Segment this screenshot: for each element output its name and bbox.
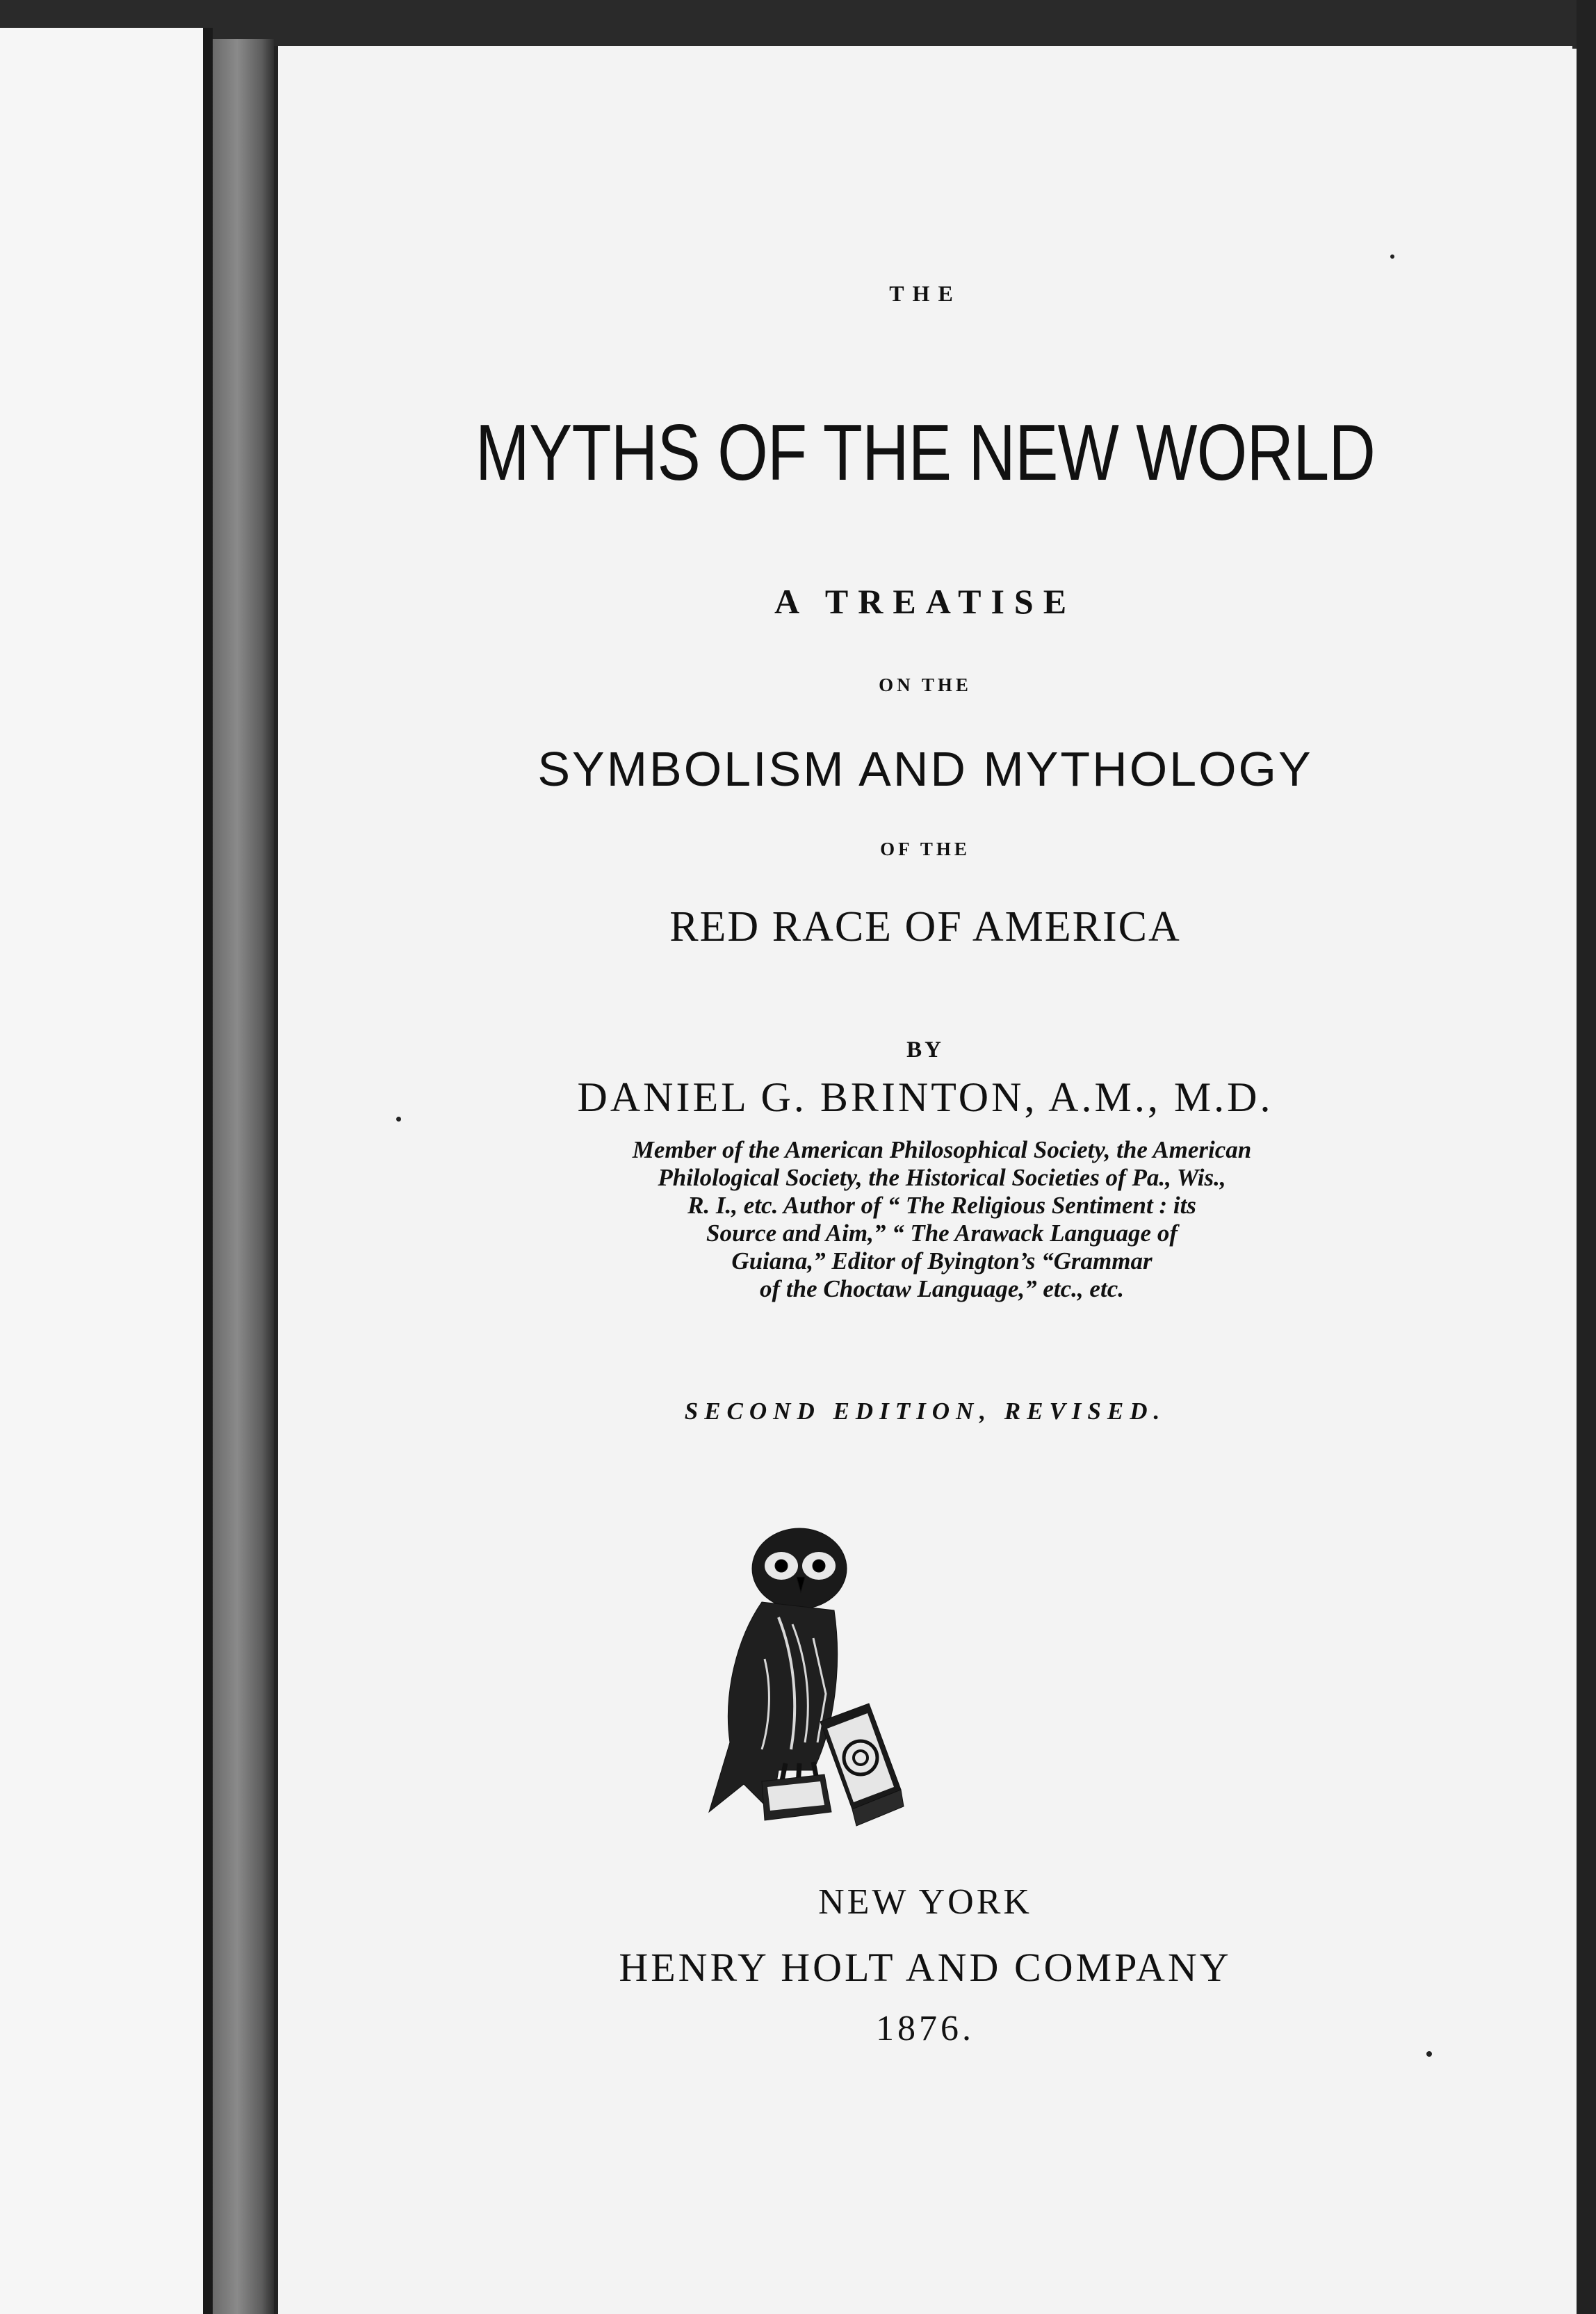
title-article: THE [889, 281, 961, 306]
byline-label: BY [906, 1037, 944, 1062]
scan-right-edge [1577, 0, 1596, 2314]
subtitle-treatise: A TREATISE [774, 582, 1077, 621]
subtitle-connector-on-the: ON THE [879, 674, 972, 695]
scan-speck [1390, 254, 1394, 259]
author-name: DANIEL G. BRINTON, A.M., M.D. [577, 1074, 1273, 1120]
imprint-publisher: HENRY HOLT AND COMPANY [619, 1945, 1232, 1990]
imprint-year: 1876. [876, 2009, 975, 2048]
scan-speck [396, 1117, 401, 1122]
facing-page [0, 28, 209, 2314]
facing-page-edge [203, 28, 213, 2314]
subtitle-symbolism: SYMBOLISM AND MYTHOLOGY [537, 742, 1313, 796]
title-page [274, 46, 1572, 2314]
scan-speck [1426, 2051, 1432, 2057]
book-title: MYTHS OF THE NEW WORLD [475, 409, 1376, 497]
subtitle-red-race: RED RACE OF AMERICA [669, 903, 1181, 950]
edition-note: SECOND EDITION, REVISED. [684, 1398, 1166, 1425]
owl-on-book-icon [695, 1520, 918, 1840]
imprint-place: NEW YORK [818, 1882, 1032, 1922]
book-spine [213, 39, 274, 2314]
author-credentials: Member of the American Philosophical Society, the American Philological Society, the Historical Societies of Pa., Wis., R. I., etc. Author of “ The Religious Sentiment : its Source and Aim,” “ The Arawack Language of Guiana,” Editor of Byington’s “Grammar of the Choctaw Language,” etc., etc. [632, 1136, 1252, 1302]
subtitle-connector-of-the: OF THE [880, 839, 970, 859]
